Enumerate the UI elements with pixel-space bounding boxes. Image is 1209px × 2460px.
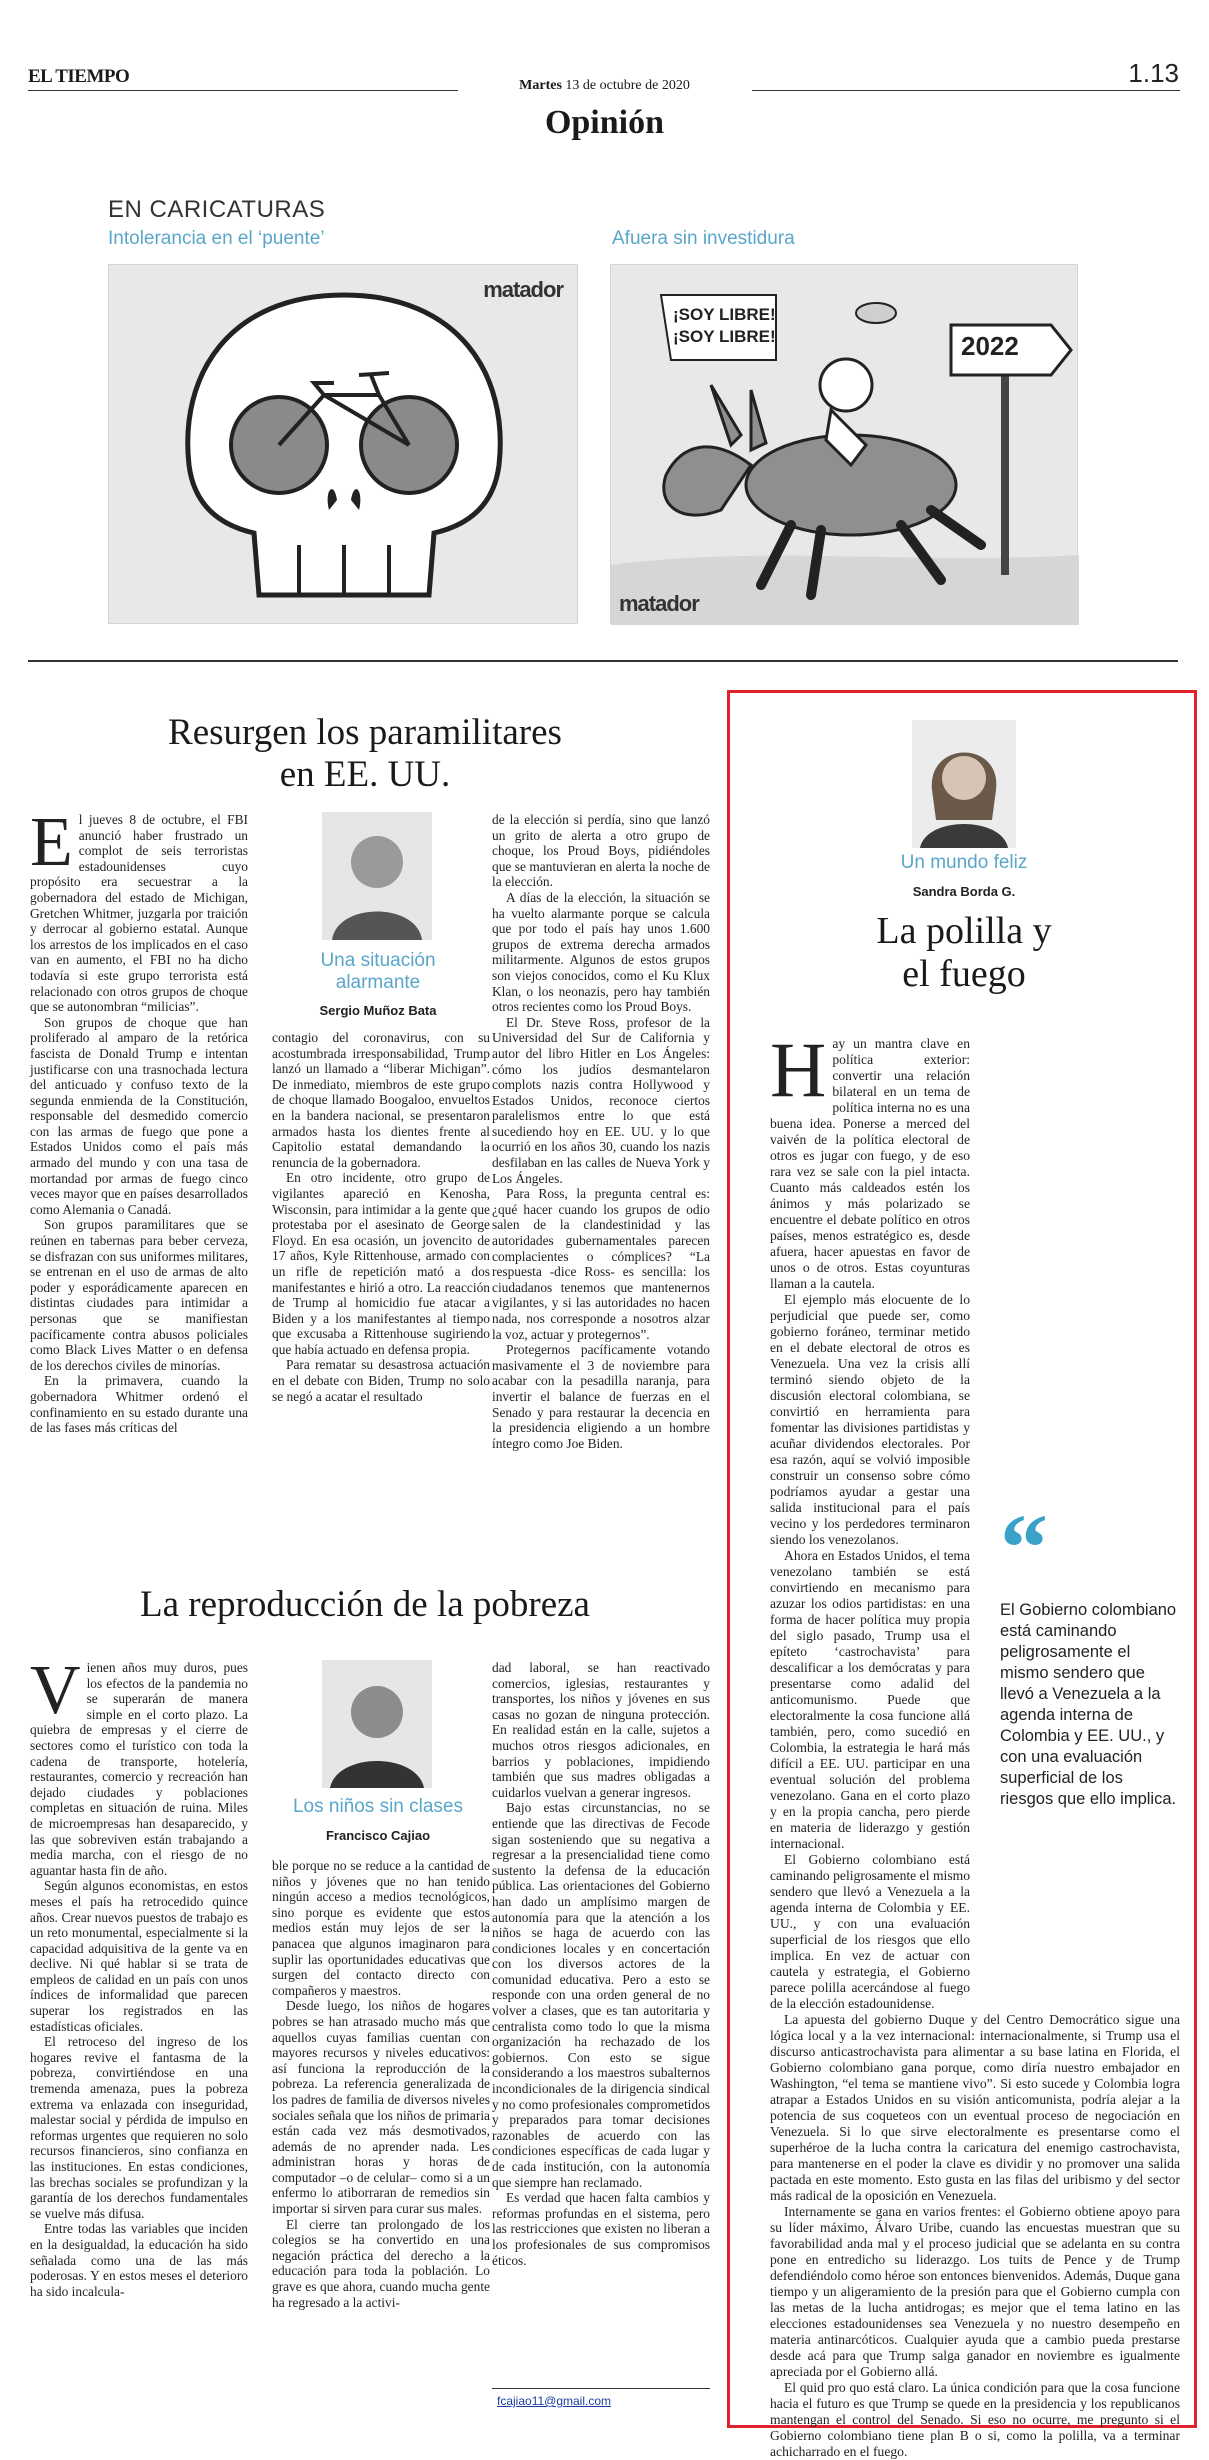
cartoon-divider xyxy=(28,660,1178,662)
article3-headline-line-1: La polilla y xyxy=(876,910,1052,952)
email-rule xyxy=(492,2388,710,2389)
article2-column-2 xyxy=(272,1858,490,2420)
paragraph: Ahora en Estados Unidos, el tema venezolano también se está convirtiendo en mecanismo para azuzar los odios partidistas: en una forma de hacer política muy propia del siglo pasado, Trump usa el epíteto ‘castrochavista’ para descalificar a los demócratas y para presentarse como adalid del anticomunismo. Puede que electoralmente la cosa funcione allá también, pero, como sucedió en Colombia, la estrategia le hará más difícil a EE. UU. participar en una eventual solución del problema venezolano. Gana en el corto plazo y en la propia cancha, pero pierde en materia de liderazgo y gestión internacional. xyxy=(770,1548,970,1851)
article2-headline: La reproducción de la pobreza xyxy=(140,1584,590,1625)
paragraph: El Gobierno colombiano está caminando peligrosamente el mismo sendero que llevó a Venezuela a la agenda interna de Colombia y EE. UU., y con una evaluación superficial de los riesgos que ello implica. En vez de actuar con cautela y estrategia, el Gobierno parece polilla acercándose al fuego de la elección estadounidense. xyxy=(770,1852,970,2011)
author-photo-sandra xyxy=(912,720,1016,848)
paragraph: l jueves 8 de octubre, el FBI anunció haber frustrado un complot de seis terroristas estadounidenses cuyo propósito era secuestrar a la gobernadora del estado de Michigan, Gretchen Whitmer, juzgarla por traición y derrocar al gobierno estatal. Aunque los arrestos de los implicados en el caso van en aumento, el FBI no ha dicho todavía si este grupo terrorista está relacionado con otros grupos de choque que se autonombran “milicias”. xyxy=(30,812,248,1015)
article2-dropcap: V xyxy=(30,1652,81,1729)
article3-headline xyxy=(760,910,1168,996)
paragraph: A días de la elección, la situación se ha vuelto alarmante porque se calcula que por todo el país hay unos 1.600 grupos de extrema derecha armados militarmente. Algunos de estos grupos son viejos conocidos, como el Ku Klux Klan, o los neonazis, pero hay también otros recientes como los Proud Boys. xyxy=(492,889,710,1015)
skull-illustration xyxy=(109,265,579,625)
masthead: EL TIEMPO xyxy=(28,66,130,87)
article1-headline-line-2: en EE. UU. xyxy=(279,754,451,795)
paragraph: dad laboral, se han reactivado comercios, iglesias, restaurantes y transportes, los niños y jóvenes en sus casas no gozan de ninguna protección. En realidad están en la calle, sujetos a muchos otros riesgos adicionales, en barrios y poblaciones, impidiendo también que sus madres obligadas a cuidarlos vuelvan a generar ingresos. xyxy=(492,1660,710,1800)
paragraph: El Dr. Steve Ross, profesor de la Universidad del Sur de California y autor del libro Hitler en Los Ángeles: cómo los judíos desmantelaron complots nazis contra Hollywood y Estados Unidos, reconoce ciertos paralelismos entre lo que está sucediendo hoy en EE. UU. y lo que ocurrió en los años 30, cuando los nazis desfilaban en las calles de Nueva York y Los Ángeles. xyxy=(492,1014,710,1186)
paragraph: En la primavera, cuando la gobernadora Whitmer ordenó el confinamiento en su estado durante una de las fases más críticas del xyxy=(30,1373,248,1436)
article1-column-2 xyxy=(272,1030,490,1512)
paragraph: ay un mantra clave en política exterior: convertir una relación bilateral en un tema de política interna no es una buena idea. Ponerse a merced del vaivén de la política electoral de otros es jugar con fuego, y de eso rara vez se sale con la piel intacta. Cuanto más caldeados estén los ánimos y más polarizado se encuentre el debate político en otros países, menos estratégico es, desde afuera, hacer apuestas en favor de unos o de otros. Estas coyunturas llaman a la cautela. xyxy=(770,1036,970,1291)
paragraph: Es verdad que hacen falta cambios y reformas profundas en el sistema, pero las restricciones que existen no liberan a los profesionales de sus compromisos éticos. xyxy=(492,2190,710,2268)
header-rule-right xyxy=(752,90,1180,91)
section-title: Opinión xyxy=(544,104,665,141)
cartoon-donkey-rider xyxy=(610,264,1078,624)
author-photo-francisco xyxy=(322,1660,432,1788)
article1-headline xyxy=(30,712,700,796)
article1-column-1 xyxy=(30,804,248,1512)
article2-author: Francisco Cajiao xyxy=(325,1828,431,1843)
article3-kicker: Un mundo feliz xyxy=(900,852,1028,873)
paragraph: Entre todas las variables que inciden en la desigualdad, la educación ha sido señalada como una de las más poderosas. Y en estos meses el deterioro ha sido incalcula- xyxy=(30,2221,248,2299)
article1-author: Sergio Muñoz Bata xyxy=(319,1003,437,1018)
pull-quote-text: El Gobierno colombiano está caminando peligrosamente el mismo sendero que llevó a Venezuela a la agenda interna de Colombia y EE. UU., y con una evaluación superficial de los riesgos que ello implica. xyxy=(1000,1601,1177,1808)
paragraph: El cierre tan prolongado de los colegios se ha convertido en una negación práctica del derecho a la educación para toda la población. Lo grave es que ahora, cuando mucha gente ha regresado a la activi- xyxy=(272,2216,490,2310)
avatar-portrait-icon xyxy=(322,812,432,940)
paragraph: Para Ross, la pregunta central es: ¿qué hacer cuando los grupos de odio salen de la clandestinidad y las autoridades gubernamentales parecen complacientes o cómplices? “La respuesta -dice Ross- es sencilla: los ciudadanos tenemos que mantenernos vigilantes, y si las autoridades no hacen nada, nos corresponde a nosotros alzar la voz, actuar y protegernos”. xyxy=(492,1186,710,1342)
article1-headline-line-1: Resurgen los paramilitares xyxy=(168,712,562,753)
speech-bubble-line-2: ¡SOY LIBRE! xyxy=(673,327,776,346)
article1-kicker: Una situación alarmante xyxy=(320,950,436,993)
paragraph: Internamente se gana en varios frentes: el Gobierno obtiene apoyo para su líder máximo, Álvaro Uribe, cuando las encuestas muestran que su favorabilidad anda mal y el proceso judicial que se adelanta en su contra pone en entredicho su liderazgo. Los tuits de Pence y de Trump defendiéndolo como héroe son entonces bienvenidos. Además, Duque gana tiempo y un aligeramiento de la presión para que el Gobierno cumpla con las metas de la lucha antidrogas; es mejor que el tema latino en las elecciones estadounidenses sea Venezuela y no nuestro desempeño en materia antinarcóticos. Cualquier ayuda que a cambio pueda prestarse desde acá para que Trump salga ganador en noviembre es igualmente apreciada por el Gobierno allá. xyxy=(770,2204,1180,2379)
paragraph: En otro incidente, otro grupo de vigilantes apareció en Kenosha, Wisconsin, para intimidar a la gente que protestaba por el asesinato de George Floyd. En esa ocasión, un jovencito de 17 años, Kyle Rittenhouse, armado con un rifle de repetición mató a dos manifestantes e hirió a otro. La reacción de Trump al homicidio fue atacar a Biden y a los manifestantes al tiempo que excusaba a Rittenhouse sugiriendo que había actuado en defensa propia. xyxy=(272,1170,490,1357)
article2-kicker: Los niños sin clases xyxy=(292,1796,464,1817)
paragraph: El ejemplo más elocuente de lo perjudicial que puede ser, como gobierno foráneo, terminar metido en el debate electoral de otros es Venezuela. Una vez la crisis allí terminó siendo objeto de la discusión electoral colombiana, se convirtió en herramienta para fomentar las divisiones partidistas y acuñar dividendos electorales. Por esa razón, aquí se volvió imposible construir un consenso sobre cómo podríamos ayudar a gestar una salida institucional para el país vecino y los perdedores terminaron siendo los venezolanos. xyxy=(770,1292,970,1547)
paragraph: de la elección si perdía, sino que lanzó un grito de alerta a otro grupo de choque, los Proud Boys, pidiéndoles que se mantuvieran en alerta la noche de la elección. xyxy=(492,812,710,890)
paragraph: La apuesta del gobierno Duque y del Centro Democrático sigue una lógica local y a la vez internacional: internacionalmente, si Trump usa el discurso anticastrochavista para alimentar a su base latina en Florida, el Gobierno colombiano gana porque, como diría nuestro embajador en Washington, “el tema se mantiene vivo”. Si esto sucede y Colombia logra atrapar a Estados Unidos en su visión anticomunista, podría alejar a la potencia de sus coqueteos con un eventual proceso de negociación en Venezuela. Si lo que sirve electoralmente es presentarse como el superhéroe de la lucha contra la caricatura del enemigo castrochavista, para mantenerse en el poder la clave es dividir y no promover una salida pactada en este momento. Esto gusta en las filas del uribismo y del sector más radical de la oposición en Venezuela. xyxy=(770,2012,1180,2203)
paragraph: Protegernos pacíficamente votando masivamente el 3 de noviembre para acabar con la pesadilla naranja, para invertir el balance de fuerzas en el Senado y para restaurar la decencia en la presidencia eligiendo a un hombre íntegro como Joe Biden. xyxy=(492,1342,710,1451)
paragraph: Desde luego, los niños de hogares pobres se han atrasado mucho más que aquellos cuyas familias cuentan con mayores recursos y niveles educativos: así funciona la reproducción de la pobreza. La referencia generalizada de los padres de familia de diversos niveles sociales señala que los niños de primaria están cada vez más desmotivados, además de no aprender nada. Les administran horas y horas de computador –o de celular– como si a un enfermo lo atiborraran de remedios sin importar si sirven para curar sus males. xyxy=(272,1998,490,2217)
article1-dropcap: E xyxy=(30,804,73,881)
paragraph: ienen años muy duros, pues los efectos de la pandemia no se superarán de manera simple en el corto plazo. La quiebra de empresas y el cierre de sectores como el turístico con toda la cadena de transporte, hotelería, restaurantes, comercio y recreación han dejado ciudades y poblaciones completas en situación de ruina. Miles de microempresas han desaparecido, y las que sobreviven están trabajando a media marcha, con el riesgo de no aguantar hasta fin de año. xyxy=(30,1660,248,1878)
page-number: 1.13 xyxy=(1128,58,1179,88)
speech-bubble-line-1: ¡SOY LIBRE! xyxy=(673,305,776,324)
cartoon-left-caption: Intolerancia en el ‘puente’ xyxy=(108,228,325,249)
article3-author: Sandra Borda G. xyxy=(912,884,1016,899)
quote-mark-icon: “ xyxy=(1000,1494,1048,1601)
pull-quote-spacer xyxy=(984,1494,1180,1986)
author-photo-sergio xyxy=(322,812,432,940)
article2-column-1 xyxy=(30,1652,248,2420)
cartoon-left-signature: matador xyxy=(483,277,563,302)
cartoon-skull-bicycle xyxy=(108,264,578,624)
cartoon-right-signature: matador xyxy=(619,591,699,616)
article1-column-3 xyxy=(492,812,710,1512)
cartoon-right-caption: Afuera sin investidura xyxy=(612,228,795,249)
date-day: Martes xyxy=(519,78,562,93)
paragraph: Bajo estas circunstancias, no se entiende que las directivas de Fecode sigan sosteniendo que su negativa a regresar a la presencialidad tiene como sustento la defensa de la educación pública. Las orientaciones del Gobierno han dado un amplísimo margen de autonomía para que la atención a los niños se haga de acuerdo con las condiciones locales y en concertación con los diversos actores de la comunidad educativa. Pero a esto se responde con una orden general de no volver a clases, que es tan autoritaria y centralista como todo lo que la misma organización ha rechazado de los gobiernos. Con esto se sigue considerando a los maestros subalternos incondicionales de la dirigencia sindical y no como profesionales comprometidos y preparados para tomar decisiones razonables de acuerdo con las condiciones específicas de cada lugar y de cada institución, con la autonomía que siempre han reclamado. xyxy=(492,1800,710,2190)
article3-headline-line-2: el fuego xyxy=(902,953,1026,995)
article3-body xyxy=(770,1026,1180,2459)
paragraph: Son grupos de choque que han proliferado al amparo de la retórica fascista de Donald Trump e intentan justificarse con una trasnochada lectura del anticuado y confuso texto de la segunda enmienda de la Constitución, responsable del desmedido comercio con las armas de fuego que pone a Estados Unidos como el país más armado del mundo y con una tasa de mortandad por armas de fuego cinco veces mayor que en países desarrollados como Alemania o Canadá. xyxy=(30,1014,248,1217)
paragraph: contagio del coronavirus, con su acostumbrada irresponsabilidad, Trump lanzó un llamado a “liberar Michigan”. De inmediato, miembros de este grupo de choque llamado Boogaloo, envueltos en la bandera nacional, se presentaron armados hasta los dientes frente al Capitolio estatal demandando la renuncia de la gobernadora. xyxy=(272,1030,490,1170)
author-email-link[interactable]: fcajiao11@gmail.com xyxy=(497,2394,612,2408)
road-sign-year: 2022 xyxy=(961,331,1019,361)
paragraph: El retroceso del ingreso de los hogares revive el fantasma de la pobreza, convirtiéndose en una tremenda amenaza, pues la pobreza extrema va enlazada con inseguridad, malestar social y pérdida de impulso en reformas urgentes que requieren no solo recursos financieros, sino confianza en las instituciones. En estas condiciones, las brechas sociales se profundizan y la garantía de los derechos fundamentales se vuelve más difusa. xyxy=(30,2034,248,2221)
paragraph: ble porque no se reduce a la cantidad de niños y jóvenes que no han tenido ningún acceso a medios tecnológicos, sino porque es evidente que estos medios están muy lejos de ser la panacea que algunos imaginaron para suplir las oportunidades educativas que surgen del contacto directo con compañeros y maestros. xyxy=(272,1858,490,1998)
paragraph: El quid pro quo está claro. La única condición para que la cosa funcione hacia el futuro es que Trump se quede en la presidencia y los republicanos mantengan el control del Senado. Si eso no ocurre, me pregunto si el Gobierno colombiano tiene plan B o si, como la polilla, va a terminar achicharrado en el fuego. xyxy=(770,2380,1180,2459)
date-rest: 13 de octubre de 2020 xyxy=(565,78,690,93)
article3-dropcap: H xyxy=(770,1026,827,1113)
paragraph: Según algunos economistas, en estos meses el país ha retrocedido quince años. Crear nuevos puestos de trabajo es un reto monumental, especialmente si la capacidad adquisitiva de la gente va en declive. Ni qué hablar si se trata de empleos de calidad en un país con unos índices de informalidad que parecen superar los registrados en las estadísticas oficiales. xyxy=(30,1878,248,2034)
dateline xyxy=(0,78,1209,94)
avatar-portrait-icon xyxy=(912,720,1016,848)
avatar-portrait-icon xyxy=(322,1660,432,1788)
cartoons-title: EN CARICATURAS xyxy=(108,196,326,223)
paragraph: Para rematar su desastrosa actuación en el debate con Biden, Trump no solo se negó a acatar el resultado xyxy=(272,1357,490,1404)
paragraph: Son grupos paramilitares que se reúnen en tabernas para beber cerveza, se disfrazan con sus uniformes militares, se entrenan en el uso de armas de alto poder y esporádicamente aparecen en distintas ciudades para intimidar a personas que se manifiestan pacíficamente contra abusos policiales como Black Lives Matter o en defensa de los derechos civiles de minorías. xyxy=(30,1217,248,1373)
article2-column-3 xyxy=(492,1660,710,2380)
